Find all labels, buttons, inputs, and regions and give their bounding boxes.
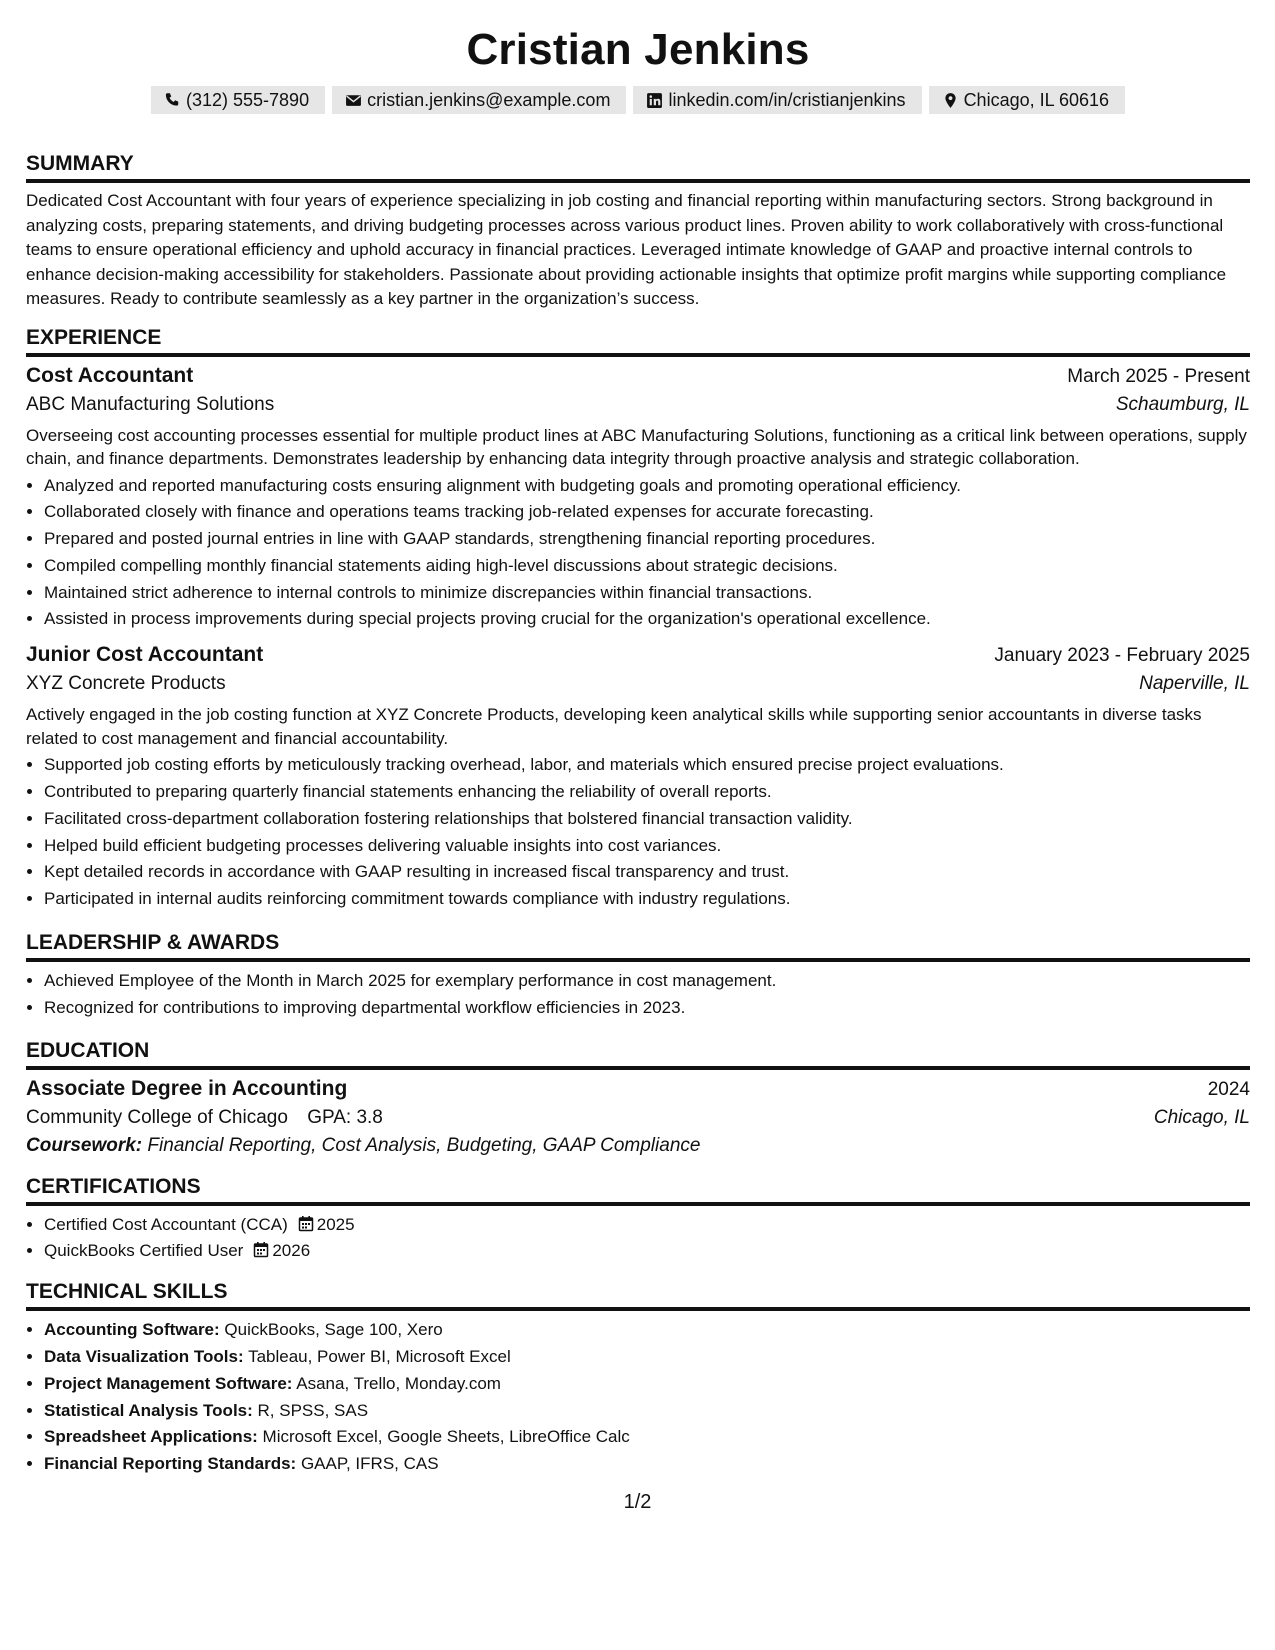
contact-bar (26, 86, 1250, 114)
skill-label: Financial Reporting Standards: (44, 1454, 297, 1474)
coursework-list: Financial Reporting, Cost Analysis, Budgeting, GAAP Compliance (147, 1134, 701, 1156)
job-dates: January 2023 - February 2025 (994, 645, 1250, 667)
resume-page (26, 0, 1250, 1478)
list-item: • Supported job costing efforts by meticulously tracking overhead, labor, and materials which ensured precise project evaluations. (44, 752, 1250, 779)
company-name: XYZ Concrete Products (26, 673, 226, 695)
candidate-name: Cristian Jenkins (466, 25, 810, 74)
linkedin-chip[interactable] (633, 86, 921, 114)
school-name: Community College of Chicago (26, 1106, 288, 1128)
coursework (26, 1135, 1250, 1157)
list-item: • Recognized for contributions to improving departmental workflow efficiencies in 2023. (44, 995, 1250, 1022)
list-item: • Analyzed and reported manufacturing costs ensuring alignment with budgeting goals and promoting operational efficiency. (44, 473, 1250, 500)
certification-year: 2026 (272, 1241, 311, 1261)
degree-name: Associate Degree in Accounting (26, 1076, 348, 1100)
gpa: GPA: 3.8 (307, 1106, 383, 1128)
email-text: cristian.jenkins@example.com (367, 89, 611, 110)
page-number: 1/2 (623, 1491, 652, 1513)
summary-text: Dedicated Cost Accountant with four years of experience specializing in job costing and financial reporting within manufacturing sectors. Strong background in analyzing costs, preparing statements, and driving budgeting processes across various product lines. Proven ability to work collaboratively with cross-functional teams to ensure operational efficiency and uphold accuracy in financial practices. Leveraged intimate knowledge of GAAP and proactive internal controls to enhance decision-making accessibility for stakeholders. Passionate about providing actionable insights that optimize profit margins while supporting compliance measures. Ready to contribute seamlessly as a key partner in the organization’s success. (26, 191, 1227, 308)
leadership-list (26, 968, 1250, 1022)
job-entry (26, 364, 1250, 634)
skill-value: Microsoft Excel, Google Sheets, LibreOffice Calc (262, 1427, 630, 1447)
list-item (44, 1238, 1250, 1265)
skill-label: Accounting Software: (44, 1320, 220, 1340)
list-item (44, 1424, 1250, 1451)
phone-text: (312) 555-7890 (185, 89, 310, 110)
list-item: • Helped build efficient budgeting processes delivering valuable insights into cost variances. (44, 833, 1250, 860)
job-bullets (26, 752, 1250, 913)
section-title-leadership: LEADERSHIP & AWARDS (26, 931, 1250, 962)
job-dates: March 2025 - Present (1067, 365, 1250, 387)
job-entry (26, 643, 1250, 913)
certification-name: Certified Cost Accountant (CCA) (44, 1214, 288, 1234)
job-location: Naperville, IL (1139, 673, 1250, 695)
certifications-section (26, 1175, 1250, 1266)
phone-icon (164, 92, 181, 109)
summary-section (26, 152, 1250, 312)
job-title: Junior Cost Accountant (26, 643, 264, 667)
education-section (26, 1039, 1250, 1157)
coursework-label: Coursework: (26, 1134, 143, 1156)
job-description: Overseeing cost accounting processes essential for multiple product lines at ABC Manufacturing Solutions, functioning as a critical link between operations, supply chain, and finance departments. Demonstrates leadership by enhancing data integrity through proactive analysis and strategic collaboration. (26, 425, 1247, 468)
skill-value: QuickBooks, Sage 100, Xero (224, 1320, 443, 1340)
calendar-icon (298, 1215, 314, 1232)
section-title-certifications: CERTIFICATIONS (26, 1175, 1250, 1206)
list-item (44, 1317, 1250, 1344)
skill-label: Spreadsheet Applications: (44, 1427, 258, 1447)
list-item: • Collaborated closely with finance and operations teams tracking job-related expenses for accurate forecasting. (44, 499, 1250, 526)
job-bullets (26, 473, 1250, 634)
list-item: • Prepared and posted journal entries in line with GAAP standards, strengthening financial reporting procedures. (44, 526, 1250, 553)
linkedin-text: linkedin.com/in/cristianjenkins (668, 89, 906, 110)
list-item (44, 1212, 1250, 1239)
company-name: ABC Manufacturing Solutions (26, 393, 275, 415)
skill-label: Project Management Software: (44, 1373, 293, 1393)
list-item: • Participated in internal audits reinforcing commitment towards compliance with industry regulations. (44, 886, 1250, 913)
location-text: Chicago, IL 60616 (963, 89, 1110, 110)
list-item: • Assisted in process improvements during special projects proving crucial for the organization's operational excellence. (44, 606, 1250, 633)
skill-label: Statistical Analysis Tools: (44, 1400, 253, 1420)
section-title-skills: TECHNICAL SKILLS (26, 1280, 1250, 1311)
list-item (44, 1344, 1250, 1371)
list-item: • Achieved Employee of the Month in March 2025 for exemplary performance in cost management. (44, 968, 1250, 995)
section-title-summary: SUMMARY (26, 152, 1250, 183)
skill-value: R, SPSS, SAS (257, 1400, 369, 1420)
list-item: • Contributed to preparing quarterly financial statements enhancing the reliability of overall reports. (44, 779, 1250, 806)
section-title-education: EDUCATION (26, 1039, 1250, 1070)
skill-value: Tableau, Power BI, Microsoft Excel (248, 1347, 511, 1367)
leadership-section (26, 931, 1250, 1022)
calendar-icon (253, 1241, 269, 1258)
location-chip (929, 86, 1125, 114)
school-location: Chicago, IL (1153, 1106, 1250, 1128)
linkedin-icon (646, 92, 663, 109)
list-item: • Compiled compelling monthly financial statements aiding high-level discussions about strategic decisions. (44, 553, 1250, 580)
skills-list (26, 1317, 1250, 1478)
job-title: Cost Accountant (26, 363, 194, 387)
certification-year: 2025 (316, 1214, 355, 1234)
graduation-year: 2024 (1207, 1078, 1250, 1100)
job-location: Schaumburg, IL (1115, 393, 1250, 415)
certifications-list (26, 1212, 1250, 1266)
skill-label: Data Visualization Tools: (44, 1347, 244, 1367)
envelope-icon (345, 92, 362, 109)
list-item (44, 1451, 1250, 1478)
list-item (44, 1371, 1250, 1398)
list-item: • Facilitated cross-department collaboration fostering relationships that bolstered financial transaction validity. (44, 806, 1250, 833)
list-item: • Maintained strict adherence to internal controls to minimize discrepancies within financial transactions. (44, 580, 1250, 607)
section-title-experience: EXPERIENCE (26, 326, 1250, 357)
list-item: • Kept detailed records in accordance with GAAP resulting in increased fiscal transparency and trust. (44, 859, 1250, 886)
skills-section (26, 1280, 1250, 1478)
phone-chip[interactable] (151, 86, 325, 114)
experience-section (26, 326, 1250, 914)
job-description: Actively engaged in the job costing function at XYZ Concrete Products, developing keen analytical skills while supporting senior accountants in diverse tasks related to cost management and financial accountability. (26, 705, 1202, 748)
map-pin-icon (942, 92, 959, 109)
skill-value: Asana, Trello, Monday.com (296, 1373, 501, 1393)
email-chip[interactable] (332, 86, 626, 114)
certification-name: QuickBooks Certified User (44, 1241, 244, 1261)
skill-value: GAAP, IFRS, CAS (300, 1454, 439, 1474)
list-item (44, 1398, 1250, 1425)
